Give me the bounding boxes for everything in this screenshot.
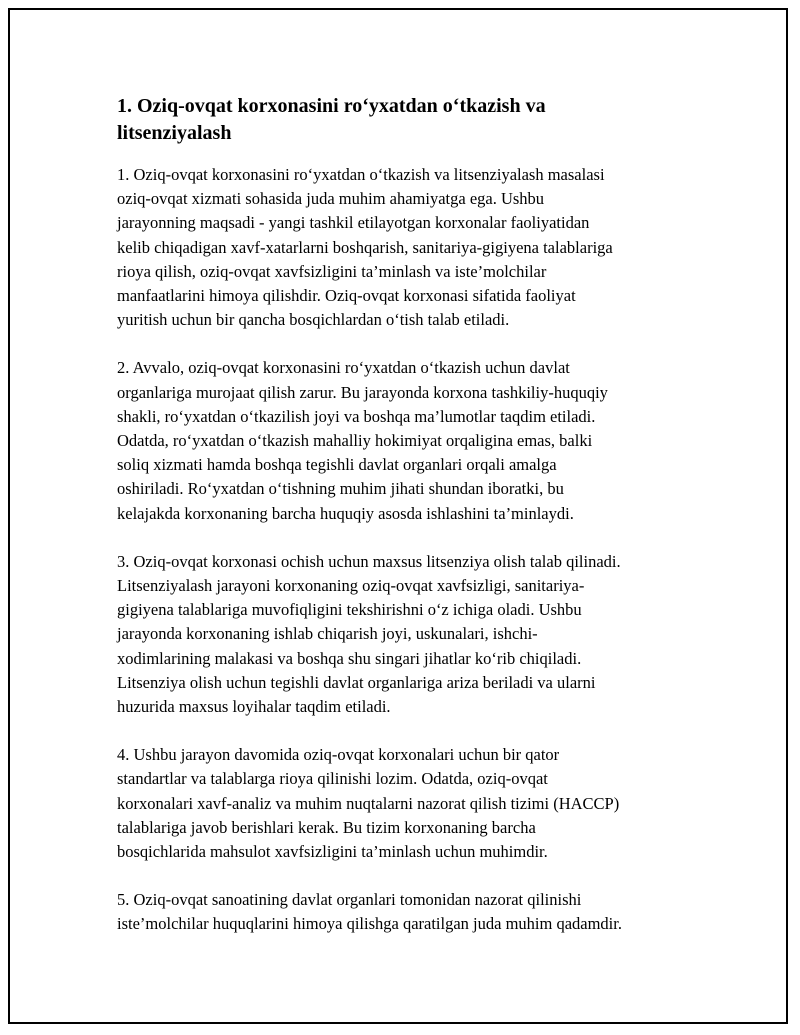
section-heading: 1. Oziq-ovqat korxonasini ro‘yxatdan o‘tkazish va litsenziyalash: [117, 95, 546, 144]
paragraph-1: 1. Oziq-ovqat korxonasini ro‘yxatdan o‘tkazish va litsenziyalash masalasi oziq-ovqat xizmati sohasida juda muhim ahamiyatga ega. Ushbu jarayonning maqsadi - yangi tashkil etilayotgan korxonalar faoliyatidan kelib chiqadigan xavf-xatarlarni boshqarish, sanitariya-gigiyena talablariga rioya qilish, oziq-ovqat xavfsizligini ta’minlash va iste’molchilar manfaatlarini himoya qilishdir. Oziq-ovqat korxonasi sifatida faoliyat yuritish uchun bir qancha bosqichlardan o‘tish talab etiladi.: [117, 165, 613, 330]
paragraph-3: 3. Oziq-ovqat korxonasi ochish uchun maxsus litsenziya olish talab qilinadi. Litsenziyalash jarayoni korxonaning oziq-ovqat xavfsizligi, sanitariya- gigiyena talablariga muvofiqligini tekshirishni o‘z ichiga oladi. Ushbu jarayonda korxonaning ishlab chiqarish joyi, uskunalari, ishchi- xodimlarining malakasi va boshqa shu singari jihatlar ko‘rib chiqiladi. Litsenziya olish uchun tegishli davlat organlariga ariza beriladi va ularni huzurida maxsus loyihalar taqdim etiladi.: [117, 551, 621, 717]
paragraph-5: 5. Oziq-ovqat sanoatining davlat organlari tomonidan nazorat qilinishi iste’molchilar huquqlarini himoya qilishga qaratilgan juda muhim qadamdir.: [117, 890, 622, 934]
document-body: [117, 93, 687, 961]
paragraph-4: 4. Ushbu jarayon davomida oziq-ovqat korxonalari uchun bir qator standartlar va talablarga rioya qilinishi lozim. Odatda, oziq-ovqat korxonalari xavf-analiz va muhim nuqtalarni nazorat qilish tizimi (HACCP) talablariga javob berishlari kerak. Bu tizim korxonaning barcha bosqichlarida mahsulot xavfsizligini ta’minlash uchun muhimdir.: [117, 745, 620, 862]
paragraph-2: 2. Avvalo, oziq-ovqat korxonasini ro‘yxatdan o‘tkazish uchun davlat organlariga murojaat qilish zarur. Bu jarayonda korxona tashkiliy-huquqiy shakli, ro‘yxatdan o‘tkazilish joyi va boshqa ma’lumotlar taqdim etiladi. Odatda, ro‘yxatdan o‘tkazish mahalliy hokimiyat orqaligina emas, balki soliq xizmati hamda boshqa tegishli davlat organlari orqali amalga oshiriladi. Ro‘yxatdan o‘tishning muhim jihati shundan iboratki, bu kelajakda korxonaning barcha huquqiy asosda ishlashini ta’minlaydi.: [117, 358, 608, 523]
